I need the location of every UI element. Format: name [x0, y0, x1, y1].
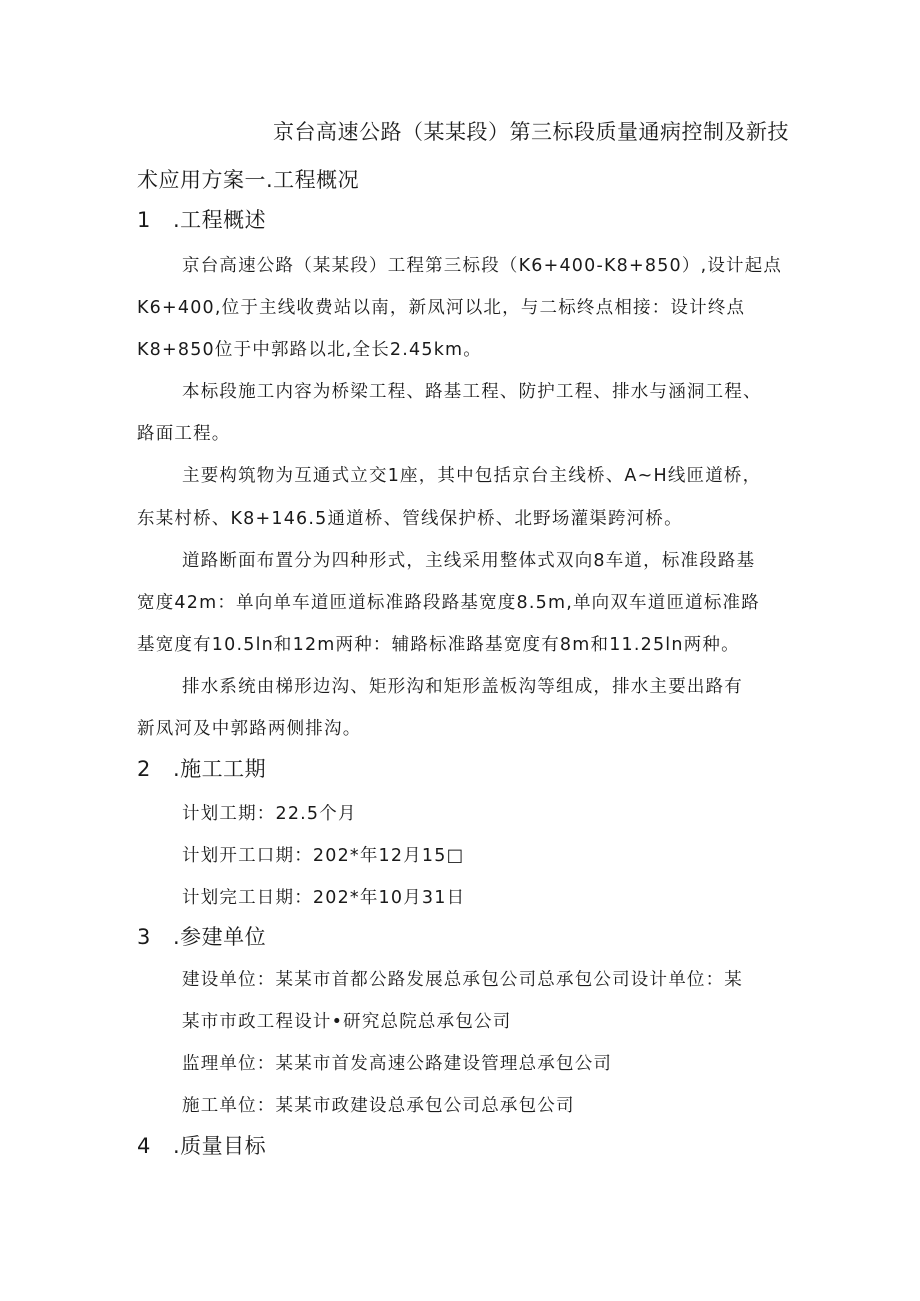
paragraph-line: 施工单位：某某市政建设总承包公司总承包公司 [182, 1096, 575, 1116]
paragraph-line: 监理单位：某某市首发高速公路建设管理总承包公司 [182, 1054, 613, 1074]
paragraph-line: 新凤河及中郭路两侧排沟。 [137, 719, 362, 739]
paragraph-line: 建设单位：某某市首都公路发展总承包公司总承包公司设计单位：某 [182, 970, 743, 990]
paragraph-line: 某市市政工程设计•研究总院总承包公司 [182, 1012, 512, 1032]
section-heading [137, 1130, 266, 1160]
paragraph-line: 宽度42m：单向单车道匝道标准路段路基宽度8.5m,单向双车道匝道标准路 [137, 593, 760, 613]
paragraph-line: 主要构筑物为互通式立交1座，其中包括京台主线桥、A~H线匝道桥， [182, 466, 762, 486]
section-number: 3 [137, 925, 151, 949]
paragraph-line: 计划完工日期：202*年10月31日 [182, 888, 466, 908]
paragraph-line: 路面工程。 [137, 424, 231, 444]
section-title: .施工工期 [173, 757, 267, 781]
section-number: 2 [137, 757, 151, 781]
section-number: 4 [137, 1134, 151, 1158]
section-title: .工程概述 [173, 208, 267, 232]
paragraph-line: 排水系统由梯形边沟、矩形沟和矩形盖板沟等组成，排水主要出路有 [182, 677, 743, 697]
section-heading [137, 753, 266, 783]
section-title: .参建单位 [173, 925, 267, 949]
paragraph-line: 计划开工口期：202*年12月15□ [182, 846, 465, 866]
paragraph-line: 本标段施工内容为桥梁工程、路基工程、防护工程、排水与涵洞工程、 [182, 382, 762, 402]
paragraph-line: 道路断面布置分为四种形式，主线采用整体式双向8车道，标准段路基 [182, 551, 756, 571]
document-title-line-2: 术应用方案一.工程概况 [137, 168, 360, 192]
section-heading [137, 921, 266, 951]
document-title-line-1: 京台高速公路（某某段）第三标段质量通病控制及新技 [273, 120, 789, 144]
section-title: .质量目标 [173, 1134, 267, 1158]
paragraph-line: 京台高速公路（某某段）工程第三标段（K6+400-K8+850）,设计起点 [182, 256, 783, 276]
paragraph-line: K6+400,位于主线收费站以南，新凤河以北，与二标终点相接：设计终点 [137, 298, 746, 318]
paragraph-line: 东某村桥、K8+146.5通道桥、管线保护桥、北野场灌渠跨河桥。 [137, 509, 683, 529]
section-heading [137, 204, 266, 234]
section-number: 1 [137, 208, 151, 232]
paragraph-line: 基宽度有10.5ln和12m两种：辅路标准路基宽度有8m和11.25ln两种。 [137, 635, 740, 655]
paragraph-line: K8+850位于中郭路以北,全长2.45km。 [137, 340, 482, 360]
paragraph-line: 计划工期：22.5个月 [182, 804, 357, 824]
